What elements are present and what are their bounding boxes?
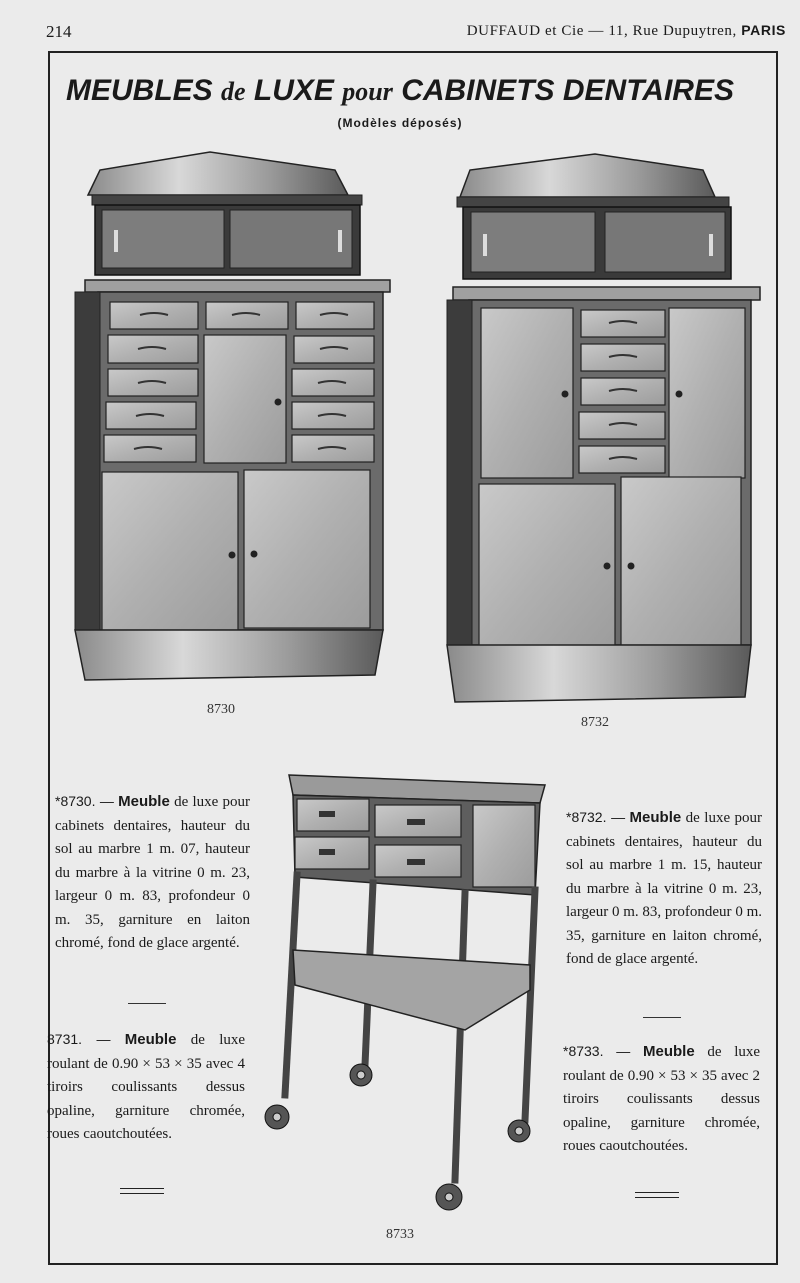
item-number: *8732. — — [566, 809, 626, 825]
item-keyword: Meuble — [629, 809, 682, 826]
figure-label-8733: 8733 — [386, 1227, 414, 1242]
page-number: 214 — [46, 22, 72, 41]
double-rule — [120, 1188, 164, 1194]
title-word: LUXE — [253, 74, 334, 107]
title-word: pour — [342, 77, 393, 106]
publisher-address: DUFFAUD et Cie — 11, Rue Dupuytren, — [466, 23, 737, 39]
separator-rule — [643, 1017, 681, 1018]
rolling-cart-8733-illustration — [255, 765, 555, 1220]
figure-label-8730: 8730 — [207, 702, 235, 717]
item-number: *8733. — — [563, 1043, 631, 1059]
separator-rule — [128, 1003, 166, 1004]
item-8732-description — [566, 806, 762, 972]
item-keyword: Meuble — [124, 1031, 177, 1048]
cabinet-8732-illustration — [445, 152, 765, 707]
item-8733-description — [563, 1040, 760, 1159]
running-header — [467, 22, 786, 40]
page-subtitle: (Modèles déposés) — [337, 116, 463, 130]
item-keyword: Meuble — [643, 1043, 695, 1060]
double-rule — [635, 1192, 679, 1198]
title-word: MEUBLES — [65, 74, 213, 107]
title-word: de — [221, 77, 246, 106]
page-title — [0, 74, 800, 108]
item-text: de luxe roulant de 0.90 × 53 × 35 avec 2 tiroirs coulissants dessus opaline, garniture chromée, roues caoutchoutées. — [563, 1044, 761, 1154]
figure-label-8732: 8732 — [581, 715, 609, 730]
item-text: de luxe pour cabinets dentaires, hauteur du sol au marbre 1 m. 07, hauteur du marbre à la vitrine 0 m. 23, largeur 0 m. 83, profondeur 0 m. 35, garniture en laiton chromé, fond de glace argenté. — [55, 794, 251, 951]
item-text: de luxe roulant de 0.90 × 53 × 35 avec 4 tiroirs coulissants dessus opaline, garniture chromée, roues caoutchoutées. — [47, 1032, 246, 1142]
cabinet-8730-illustration — [70, 150, 395, 685]
publisher-city: PARIS — [741, 22, 786, 38]
item-keyword: Meuble — [118, 793, 170, 810]
item-text: de luxe pour cabinets dentaires, hauteur du sol au marbre 1 m. 15, hauteur du marbre à la vitrine 0 m. 23, largeur 0 m. 83, profondeur 0 m. 35, garniture en laiton chromé, fond de glace argenté. — [566, 810, 763, 967]
item-number: 8731. — — [47, 1031, 111, 1047]
item-number: *8730. — — [55, 793, 114, 809]
item-8730-description — [55, 790, 250, 956]
item-8731-description — [47, 1028, 245, 1147]
title-word: CABINETS DENTAIRES — [401, 74, 734, 107]
